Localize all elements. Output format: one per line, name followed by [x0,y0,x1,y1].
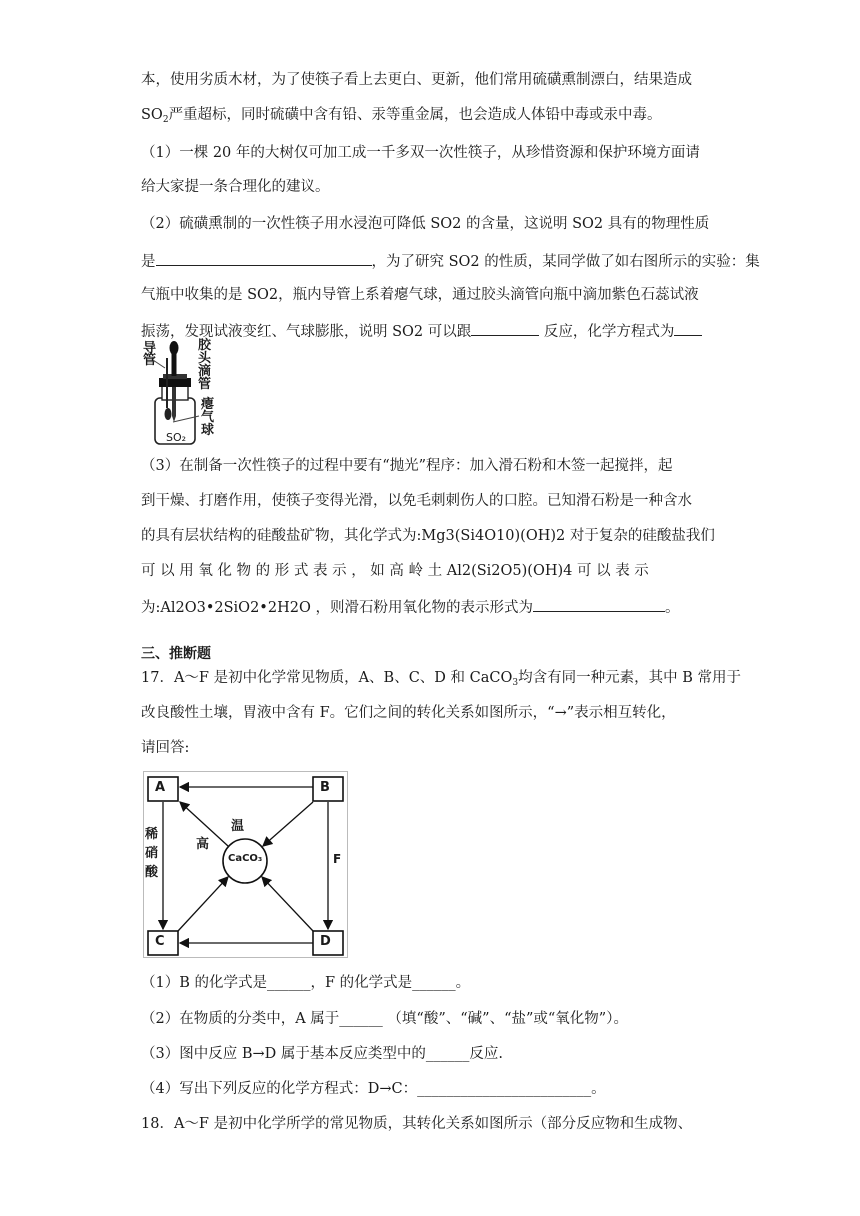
node-a-label: A [155,780,166,795]
answer-blank[interactable] [156,250,372,266]
caco3-label: CaCO₃ [228,853,263,864]
question-17-sub: （1）B 的化学式是______，F 的化学式是______。 [141,975,471,991]
question-17-sub: （2）在物质的分类中，A 属于______ （填“酸”、“碱”、“盐”或“氧化物”）。 [141,1011,628,1027]
node-c-label: C [155,934,165,949]
question-3-line: （3）在制备一次性筷子的过程中要有“抛光”程序：加入滑石粉和木签一起搅拌，起 [141,458,673,474]
conversion-diagram [143,771,348,958]
node-b-label: B [320,780,330,795]
question-17-line: 改良酸性土壤，胃液中含有 F。它们之间的转化关系如图所示，“→”表示相互转化， [141,705,676,721]
paragraph-line: $SO_2$严重超标，同时硫磺中含有铅、汞等重金属，也会造成人体铅中毒或汞中毒。 [141,107,662,125]
label-bieqiqiu: 瘪 气 球 [201,397,215,438]
label-daoguan: 导 管 [143,341,157,368]
section-title: 三、推断题 [141,646,211,662]
question-2-line: （2）硫磺熏制的一次性筷子用水浸泡可降低 SO2 的含量，这说明 SO2 具有的物理性质 [141,216,710,232]
question-17-sub: （3）图中反应 B→D 属于基本反应类型中的______反应. [141,1046,503,1062]
question-18-line: 18．A～F 是初中化学所学的常见物质，其转化关系如图所示（部分反应物和生成物、 [141,1116,693,1132]
label-jiaotou-diguan: 胶 头 滴 管 [198,338,212,392]
answer-blank[interactable] [533,596,665,612]
question-2-line: 振荡，发现试液变红、气球膨胀，说明 SO2 可以跟 反应，化学方程式为 [141,320,702,342]
answer-blank[interactable] [471,320,539,336]
question-1-line: 给大家提一条合理化的建议。 [141,179,330,195]
label-so2: SO₂ [166,431,187,444]
question-2-line: 是 ，为了研究 SO2 的性质，某同学做了如右图所示的实验：集 [141,250,760,272]
question-1-line: （1）一棵 20 年的大树仅可加工成一千多双一次性筷子，从珍惜资源和保护环境方面请 [141,145,700,161]
node-d-label: D [320,934,331,949]
label-wen: 温 [231,819,245,834]
label-gao: 高 [196,837,210,852]
question-17-line: 请回答: [141,740,190,756]
question-3-line: 可 以 用 氧 化 物 的 形 式 表 示 ， 如 高 岭 土 Al2(Si2O5)(OH)4 可 以 表 示 [141,563,649,579]
question-17-line: 17．A～F 是初中化学常见物质，A、B、C、D 和 CaCO$_3$均含有同一种元素，其中 B 常用于 [141,670,741,688]
question-3-line: 到干燥、打磨作用，使筷子变得光滑，以免毛刺刺伤人的口腔。已知滑石粉是一种含水 [141,493,692,509]
answer-blank[interactable] [674,320,702,336]
paragraph-line: 本，使用劣质木材，为了使筷子看上去更白、更新，他们常用硫磺熏制漂白，结果造成 [141,72,692,88]
label-f: F [333,852,342,866]
label-xi-xiaosuan: 稀 硝 酸 [145,827,159,880]
question-17-sub: （4）写出下列反应的化学方程式：D→C：________________________。 [141,1081,606,1097]
question-2-line: 气瓶中收集的是 SO2，瓶内导管上系着瘪气球，通过胶头滴管向瓶中滴加紫色石蕊试液 [141,287,699,303]
question-3-line: 的具有层状结构的硅酸盐矿物，其化学式为:Mg3(Si4O10)(OH)2 对于复杂的硅酸盐我们 [141,528,715,544]
question-3-line: 为:Al2O3•2SiO2•2H2O ，则滑石粉用氧化物的表示形式为 。 [141,596,679,618]
